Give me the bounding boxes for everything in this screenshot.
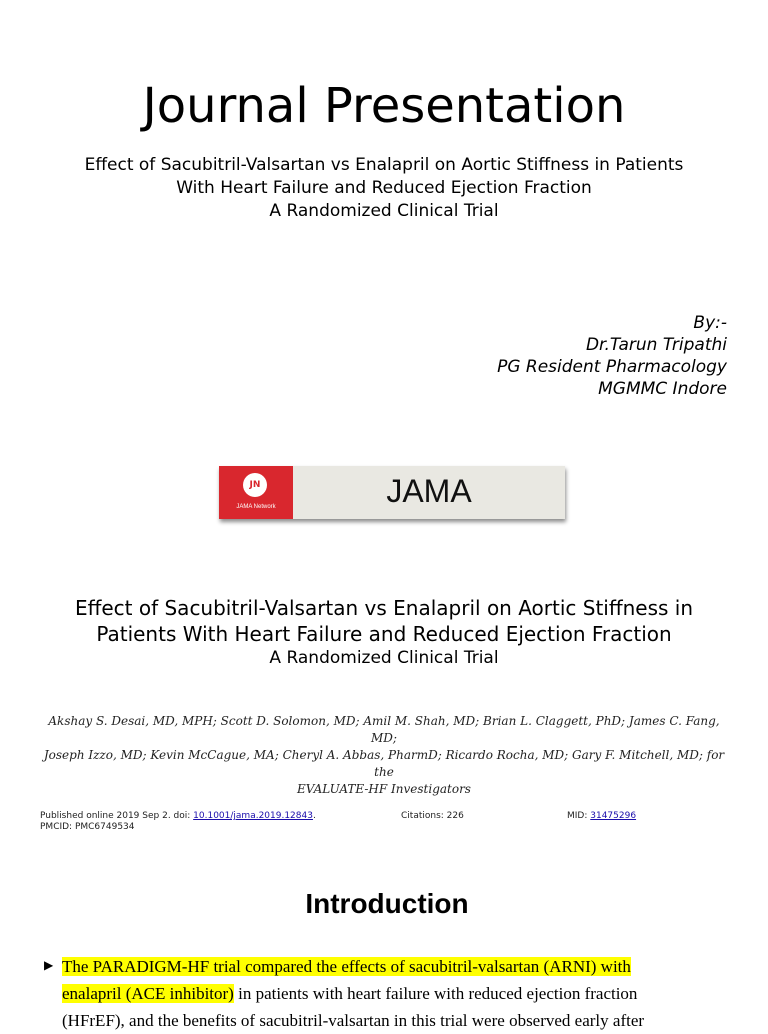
bullet-line [62, 953, 722, 980]
introduction-heading: Introduction [305, 888, 469, 919]
pmcid-text: PMCID: PMC6749534 [40, 822, 135, 832]
jama-network-logo [219, 466, 293, 519]
paper-title-line: Effect of Sacubitril-Valsartan vs Enalapril on Aortic Stiffness in [74, 596, 694, 620]
subtitle-line: Effect of Sacubitril-Valsartan vs Enalapril on Aortic Stiffness in Patients [84, 155, 684, 175]
jama-banner-logo [219, 466, 565, 519]
published-line [40, 811, 316, 822]
byline-line: Dr.Tarun Tripathi [585, 335, 727, 355]
author-line: Joseph Izzo, MD; Kevin McCague, MA; Cheryl A. Abbas, PharmD; Ricardo Rocha, MD; Gary F. Mitchell, MD; for the [43, 748, 725, 779]
paper-subtitle: A Randomized Clinical Trial [269, 648, 499, 668]
author-list [40, 713, 728, 798]
jama-network-caption: JAMA Network [236, 504, 276, 510]
highlighted-text: The PARADIGM-HF trial compared the effects of sacubitril-valsartan (ARNI) with [62, 957, 631, 976]
paper-title [20, 595, 748, 647]
mid-info [567, 811, 636, 822]
subtitle-line: A Randomized Clinical Trial [269, 201, 499, 221]
presentation-subtitle [20, 154, 748, 223]
byline-line: PG Resident Pharmacology [497, 357, 727, 377]
highlighted-text: enalapril (ACE inhibitor) [62, 984, 234, 1003]
bullet-arrow-icon: ▶ [44, 958, 54, 972]
byline-line: MGMMC Indore [598, 379, 727, 399]
bullet-line [62, 980, 722, 1007]
introduction-bullet [62, 953, 722, 1034]
subtitle-line: With Heart Failure and Reduced Ejection Fraction [176, 178, 592, 198]
author-line: Akshay S. Desai, MD, MPH; Scott D. Solomon, MD; Amil M. Shah, MD; Brian L. Claggett, PhD; James C. Fang, MD; [48, 714, 720, 745]
bullet-line: (HFrEF), and the benefits of sacubitril-valsartan in this trial were observed early after [62, 1011, 645, 1030]
mid-link[interactable]: 31475296 [590, 811, 637, 821]
published-suffix: . [312, 811, 316, 821]
jn-logo-icon: JN [243, 473, 267, 497]
publication-info [40, 811, 316, 833]
jama-wordmark: JAMA [386, 473, 472, 509]
mid-label: MID: [567, 811, 591, 821]
byline-line: By:- [693, 313, 727, 333]
presentation-title: Journal Presentation [142, 78, 626, 134]
doi-link[interactable]: 10.1001/jama.2019.12843 [193, 811, 313, 821]
presenter-byline [497, 312, 727, 400]
paper-title-line: Patients With Heart Failure and Reduced Ejection Fraction [96, 622, 672, 646]
citations-count: Citations: 226 [401, 811, 464, 821]
bullet-text: in patients with heart failure with reduced ejection fraction [233, 984, 638, 1003]
author-line: EVALUATE-HF Investigators [297, 782, 471, 796]
published-prefix: Published online 2019 Sep 2. doi: [40, 811, 194, 821]
